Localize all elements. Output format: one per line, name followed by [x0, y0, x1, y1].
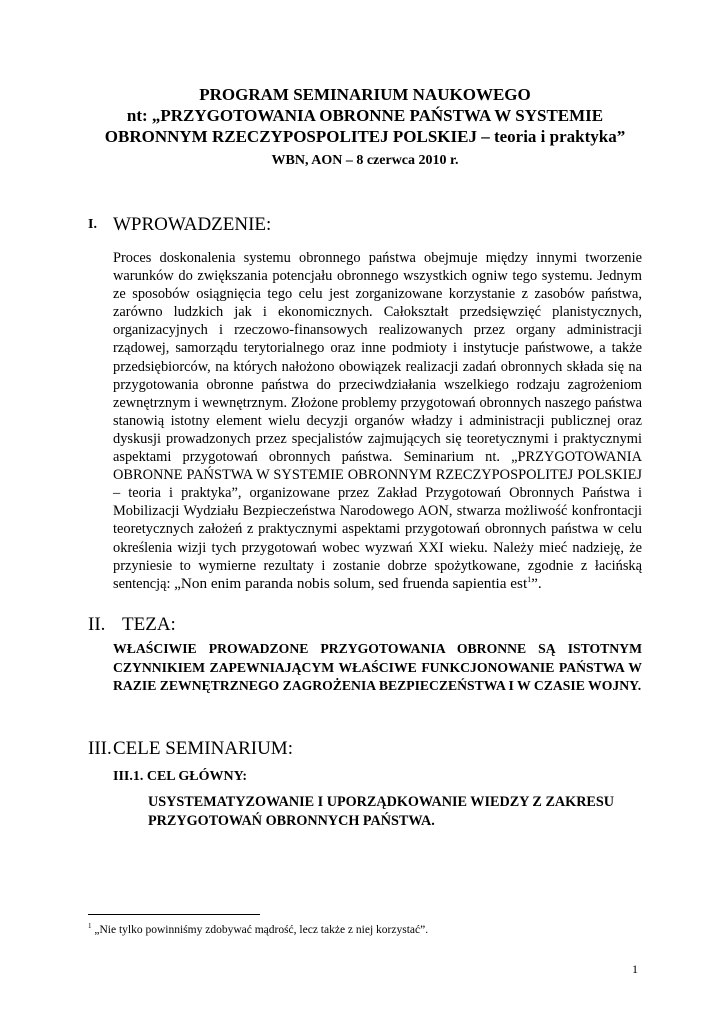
- page-number: 1: [632, 962, 638, 976]
- thesis-text: WŁAŚCIWIE PROWADZONE PRZYGOTOWANIA OBRONNE SĄ ISTOTNYM CZYNNIKIEM ZAPEWNIAJĄCYM WŁAŚCIWE FUNKCJONOWANIE PAŃSTWA W RAZIE ZEWNĘTRZNEGO ZAGROŻENIA BEZPIECZEŃSTWA I W CZASIE WOJNY.: [113, 641, 642, 693]
- section-3-number: III.: [88, 738, 112, 759]
- section-3-heading: CELE SEMINARIUM:: [113, 738, 293, 759]
- introduction-text: Proces doskonalenia systemu obronnego państwa obejmuje między innymi tworzenie warunków do zwiększania potencjału obronnego wszystkich ogniw tego systemu. Jednym ze sposobów osiągnięcia tego celu jest zorganizowane korzystanie z zasobów państwa, zarówno ludzkich jak i ekonomicznych. Całokształt przedsięwzięć planistycznych, organizacyjnych i rzeczowo-finansowych realizowanych przez organy administracji rządowej, samorządu terytorialnego oraz inne podmioty i instytucje państwowe, a także przedsiębiorców, na których nałożono obowiązek realizacji zadań obronnych składa się na przygotowania obronne państwa do przeciwdziałania wszelkiego rodzaju zagrożeniom zewnętrznym i wewnętrznym. Złożone problemy przygotowań obronnych naszego państwa stanowią istotny element wielu decyzji organów władzy i administracji publicznej oraz dyskusji prowadzonych przez specjalistów zajmujących się teoretycznymi i praktycznymi aspektami przygotowań obronnych państwa. Seminarium nt. „PRZYGOTOWANIA OBRONNE PAŃSTWA W SYSTEMIE OBRONNYM RZECZYPOSPOLITEJ POLSKIEJ – teoria i praktyka”, organizowane przez Zakład Przygotowań Obronnych Państwa i Mobilizacji Wydziału Bezpieczeństwa Narodowego AON, stwarza możliwość konfrontacji teoretycznych założeń z praktycznymi aspektami przygotowań obronnych państwa w celu określenia wizji tych przygotowań wobec wyzwań XXI wieku. Należy mieć nadzieję, że przyniesie to wymierne rezultaty i zostanie dobrze spożytkowane, zgodnie z łacińską sentencją:: [113, 250, 642, 592]
- footnote-reference[interactable]: 1: [527, 574, 532, 584]
- footnote-text: „Nie tylko powinniśmy zdobywać mądrość, lecz także z niej korzystać”.: [91, 923, 429, 936]
- latin-quote: „Non enim paranda nobis solum, sed fruenda sapientia est: [174, 574, 528, 592]
- footnote: [88, 922, 428, 936]
- section-1-heading: WPROWADZENIE:: [113, 214, 272, 235]
- document-title: [60, 84, 670, 147]
- title-line-3: OBRONNYM RZECZYPOSPOLITEJ POLSKIEJ – teoria i praktyka”: [104, 127, 626, 146]
- footnote-marker: 1: [88, 922, 92, 930]
- section-1-number: I.: [88, 217, 97, 232]
- title-line-1: PROGRAM SEMINARIUM NAUKOWEGO: [199, 85, 531, 104]
- section-2-heading: TEZA:: [122, 614, 176, 635]
- title-line-2: nt: „PRZYGOTOWANIA OBRONNE PAŃSTWA W SYSTEMIE: [126, 106, 604, 125]
- section-2-number: II.: [88, 614, 106, 635]
- main-goal-text: USYSTEMATYZOWANIE I UPORZĄDKOWANIE WIEDZY Z ZAKRESU PRZYGOTOWAŃ OBRONNYCH PAŃSTWA.: [148, 794, 615, 829]
- subsection-heading: III.1. CEL GŁÓWNY:: [113, 769, 248, 784]
- footnote-separator: [88, 914, 260, 915]
- introduction-paragraph: [113, 249, 642, 593]
- latin-quote-end: ”.: [531, 574, 542, 592]
- date-line: WBN, AON – 8 czerwca 2010 r.: [271, 153, 459, 168]
